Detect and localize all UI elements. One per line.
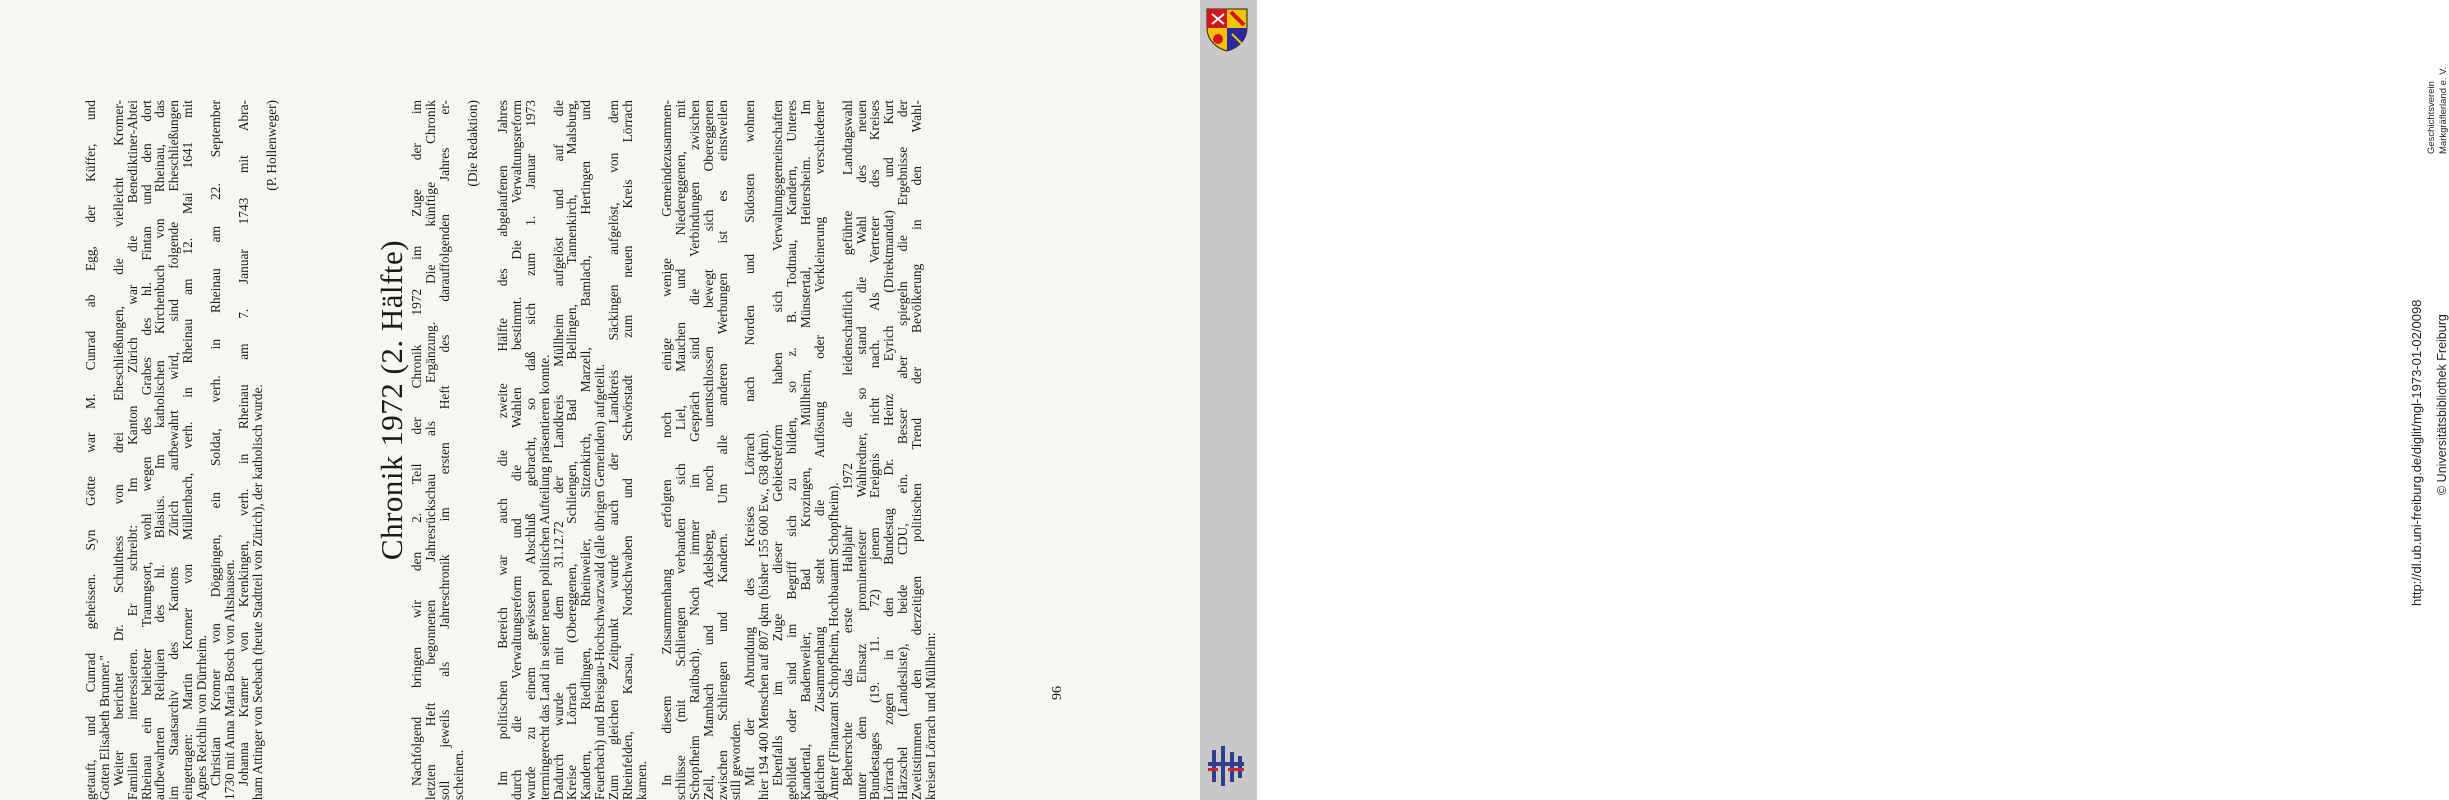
text-line: soll jeweils als Jahreschronik im ersten Heft des darauffolgenden Jahres er- bbox=[436, 100, 452, 800]
text-line: getauft, und Cunrad geheissen. Syn Götte war M. Cunrad ab Egg, der Küffer, und bbox=[83, 100, 98, 800]
scanned-page bbox=[0, 0, 1200, 800]
text-line: Bundestages (19. 11. 72) jenem Ereignis nicht nach. Als Vertreter des Kreises bbox=[867, 100, 883, 800]
text-line: Zum gleichen Zeitpunkt wurde auch der Landkreis Säckingen aufgelöst, von dem bbox=[606, 100, 622, 800]
text-line: Lörrach zogen in den Bundestag Dr. Heinz Eyrich (Direktmandat) und Kurt bbox=[881, 100, 897, 800]
text-line: Rheinfelden, Karsau, Nordschwaben und Schwörstadt zum neuen Kreis Lörrach bbox=[620, 100, 636, 800]
intro-paragraph bbox=[410, 100, 479, 800]
text-line: unter dem Einsatz prominentester Wahlredner, so stand die Wahl des neuen bbox=[853, 100, 869, 800]
text-line: Kandern, Riedlingen, Rheinweiler, Sitzenkirch, Marzell, Bamlach, Hertingen und bbox=[578, 100, 594, 800]
text-line: Feuerbach) und Breisgau-Hochschwarzwald (alle übrigen Gemeinden) aufgeteilt. bbox=[592, 363, 608, 800]
text-line: durch die Verwaltungsreform und die Wahlen bestimmt. Die Verwaltungsreform bbox=[508, 100, 524, 800]
text-line: termingerecht das Land in seiner neuen politischen Aufteilung präsentieren konnte. bbox=[536, 354, 552, 800]
text-line: Ämter (Finanzamt Schopfheim, Hochbauamt Schopfheim). bbox=[825, 482, 841, 800]
text-line: Beherrschte das erste Halbjahr 1972 die leidenschaftlich geführte Landtagswahl bbox=[839, 100, 855, 786]
text-line: scheinen. bbox=[450, 749, 466, 800]
text-line: Zweitstimmen den derzeitigen politischen Trend der Bevölkerung in den Wahl- bbox=[909, 100, 925, 800]
text-line: eingetragen: Martin Kromer von Müllenbach, verh. in Rheinau am 12. Mai 1641 mit bbox=[180, 100, 196, 800]
zusammenhang-paragraph bbox=[660, 100, 938, 800]
text-line: letzten Heft begonnenen Jahresrückschau als Ergänzung. Die künftige Chronik bbox=[422, 100, 438, 800]
text-line: 1730 mit Anna Maria Bosch von Altshausen. bbox=[221, 559, 237, 800]
text-line: im Staatsarchiv des Kantons Zürich aufbewahrt wird, sind folgende Eheschließungen bbox=[166, 100, 182, 800]
text-line: Nachfolgend bringen wir den 2. Teil der Chronik 1972 im Zuge der im bbox=[409, 100, 424, 786]
text-line: still geworden. bbox=[728, 720, 744, 800]
text-line: Rheinau ein beliebter Traumgsort, wohl wegen des Grabes des hl. Fintan und den dort bbox=[138, 100, 154, 800]
copyright-text: © Universitätsbibliothek Freiburg bbox=[2435, 314, 2449, 495]
text-line: ham Attinger von Seebach (heute Stadtteil von Zürich), der katholisch wurde. bbox=[249, 384, 265, 800]
text-line: Weiter berichtet Dr. Schulthess von drei Eheschließungen, die vielleicht Kromer- bbox=[110, 100, 126, 786]
text-line: aufbewahrten Reliquien des hl. Blasius. Im katholischen Kirchenbuch von Rheinau, das bbox=[152, 100, 168, 800]
text-line: Gotten Elisabeth Brunner." bbox=[96, 655, 112, 800]
org-name-line2: Markgräflerland e. V. bbox=[2438, 66, 2449, 154]
text-line: Kreise Lörrach (Obereggenen, Schliengen, Bad Bellingen, Tannenkirch, Malsburg, bbox=[564, 100, 580, 800]
rotated-page-content bbox=[0, 0, 1200, 800]
text-line: Zell, Mambach und Adelsberg, noch unentschlossen bewegt sich Obereggenen bbox=[700, 100, 716, 800]
text-line: (Die Redaktion) bbox=[464, 100, 480, 187]
text-line: Familien interessieren. Er schreibt: Im Kanton Zürich war die Benediktiner-Abtei bbox=[124, 100, 140, 800]
text-line: zwischen Schliengen und Kandern. Um alle anderen Werbungen ist es einstweilen bbox=[714, 100, 730, 800]
text-line: Ebenfalls im Zuge dieser Gebietsreform haben sich Verwaltungsgemeinschaften bbox=[770, 100, 786, 786]
sidebar bbox=[1200, 0, 2449, 800]
page-number: 96 bbox=[1050, 686, 1065, 700]
text-line: gebildet oder sind im Begriff sich zu bilden, so z. B. Todtnau, Kandern, Unteres bbox=[784, 100, 800, 800]
text-line: (P. Hollenweger) bbox=[263, 100, 279, 191]
text-line: In diesem Zusammenhang erfolgten noch einige wenige Gemeindezusammen- bbox=[659, 100, 674, 786]
text-line: Agnes Reichlin von Dürrheim. bbox=[194, 634, 210, 800]
text-line: Kandertal, Badenweiler, Bad Krozingen, Müllheim, Münstertal, Heitersheim. Im bbox=[797, 100, 813, 800]
top-paragraph bbox=[84, 100, 279, 800]
org-name-line1: Geschichtsverein bbox=[2426, 81, 2437, 154]
text-line: wurde zu einem gewissen Abschluß gebracht, so daß sich zum 1. Januar 1973 bbox=[522, 100, 538, 800]
text-line: Im politischen Bereich war auch die zweite Hälfte des abgelaufenen Jahres bbox=[495, 100, 510, 786]
text-line: schlüsse (mit Schliengen verbanden sich Liel, Mauchen und Niedereggenen, mit bbox=[672, 100, 688, 800]
text-line: Dadurch wurde mit dem 31.12.72 der Landkreis Müllheim aufgelöst und auf die bbox=[550, 100, 566, 800]
text-line: Schopfheim Raitbach). Noch immer im Gespräch sind die Verbindungen zwischen bbox=[686, 100, 702, 800]
coat-of-arms-icon bbox=[1204, 6, 1250, 52]
text-line: Johanna Kramer von Krenkingen, verh. in Rheinau am 7. Januar 1743 mit Abra- bbox=[235, 100, 251, 786]
politik-paragraph bbox=[496, 100, 649, 800]
text-line: kreisen Lörrach und Müllheim: bbox=[922, 632, 938, 800]
text-line: Mit der Abrundung des Kreises Lörrach nach Norden und Südosten wohnen bbox=[742, 100, 758, 786]
ub-freiburg-logo-icon bbox=[1208, 746, 1244, 786]
text-line: Christian Kromer von Döggingen, ein Soldat, verh. in Rheinau am 22. September bbox=[208, 100, 224, 786]
text-line: gleichen Zusammenhang steht die Auflösung oder Verkleinerung verschiedener bbox=[811, 100, 827, 800]
document-url-link[interactable]: http://dl.ub.uni-freiburg.de/diglit/mgl-1973-01-02/0098 bbox=[2409, 299, 2424, 606]
text-line: Härzschel (Landesliste), beide CDU, ein. Besser aber spiegeln die Ergebnisse der bbox=[895, 100, 911, 800]
text-line: hier 194 400 Menschen auf 807 qkm (bisher 155 600 Ew., 638 qkm). bbox=[756, 430, 772, 800]
chronik-title: Chronik 1972 (2. Hälfte) bbox=[374, 239, 409, 561]
text-line: kamen. bbox=[633, 760, 649, 800]
